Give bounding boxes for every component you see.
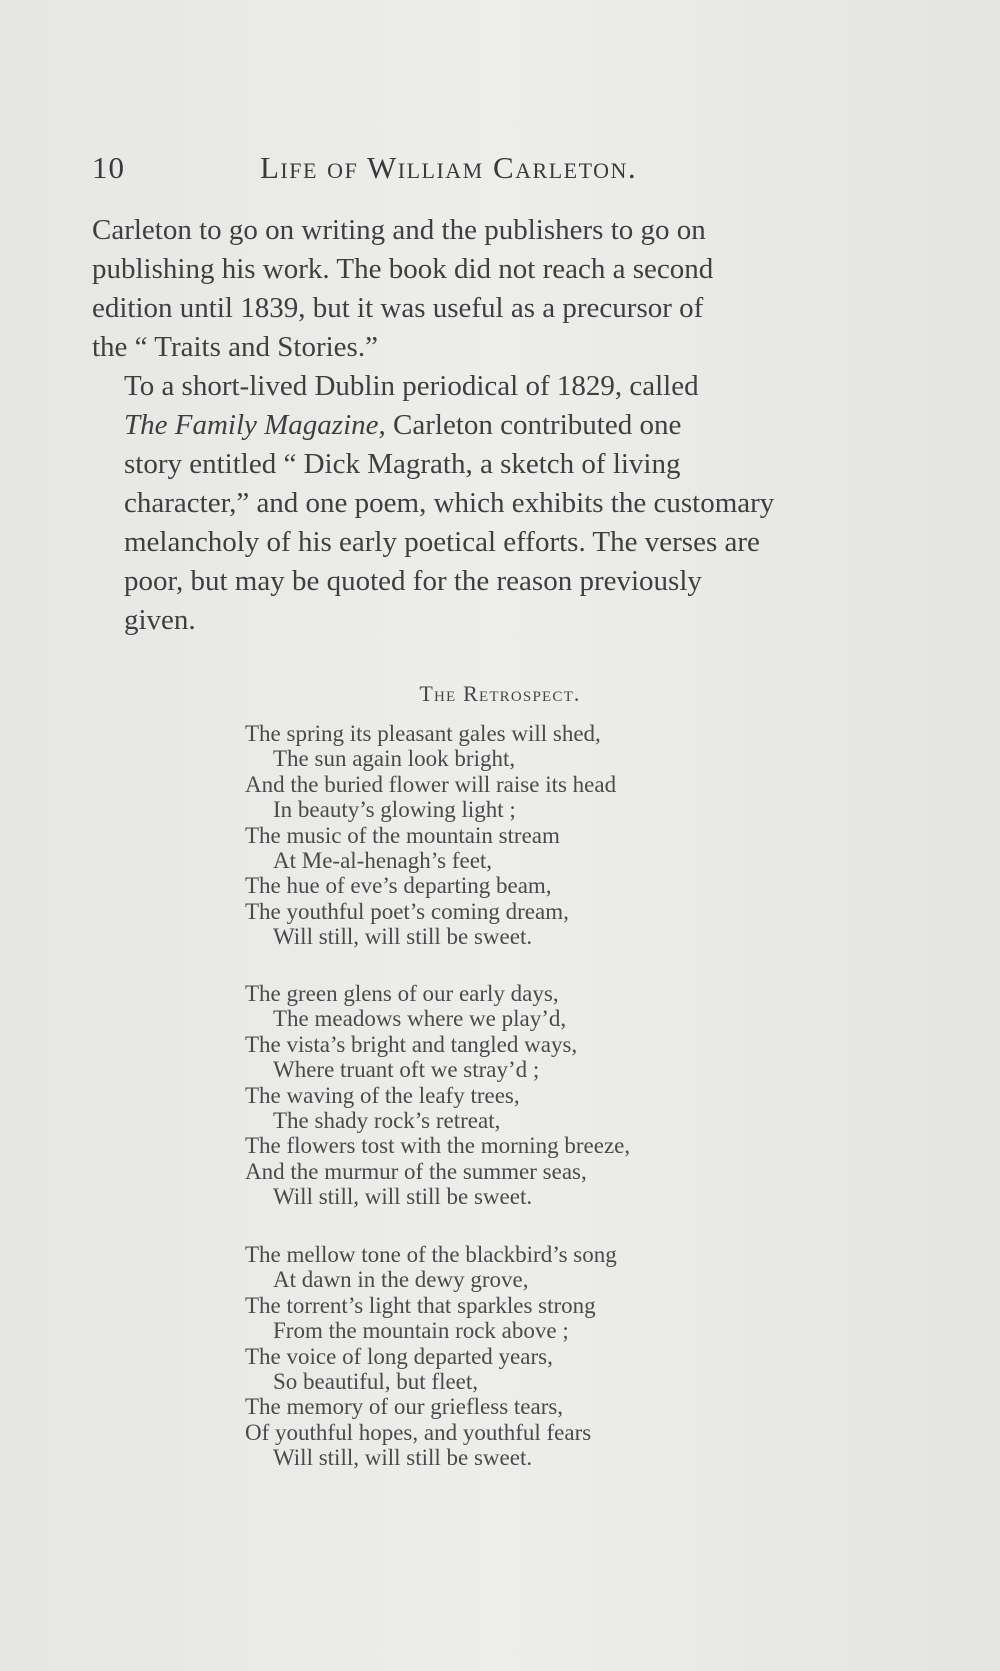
text-line: story entitled “ Dick Magrath, a sketch of living [124, 448, 681, 480]
verse-line: The youthful poet’s coming dream, [245, 898, 569, 924]
verse-line: Will still, will still be sweet. [273, 924, 533, 950]
verse-line: And the murmur of the summer seas, [245, 1158, 587, 1184]
verse-line: Where truant oft we stray’d ; [273, 1057, 540, 1083]
paragraph [92, 211, 874, 367]
text-line: Carleton to go on writing and the publishers to go on [92, 214, 706, 246]
poem-stanza [245, 721, 765, 950]
verse-line: At dawn in the dewy grove, [273, 1267, 529, 1293]
verse-line: Of youthful hopes, and youthful fears [245, 1419, 592, 1445]
text-line: edition until 1839, but it was useful as a precursor of [92, 292, 704, 324]
poem-stanza [245, 981, 765, 1210]
body-text [92, 211, 874, 640]
text-line: the “ Traits and Stories.” [92, 331, 378, 363]
text-line [92, 406, 874, 445]
verse-line: The mellow tone of the blackbird’s song [245, 1242, 617, 1267]
verse-line: The green glens of our early days, [245, 981, 559, 1006]
running-head: Life of William Carleton. [260, 150, 638, 185]
text-line: To a short-lived Dublin periodical of 1829, called [124, 370, 699, 402]
text-line: character,” and one poem, which exhibits the customary [124, 487, 775, 519]
verse-line: So beautiful, but fleet, [273, 1369, 479, 1395]
verse-line: The flowers tost with the morning breeze, [245, 1133, 631, 1159]
paragraph [92, 367, 874, 640]
page-number: 10 [92, 150, 125, 185]
verse-line: And the buried flower will raise its head [245, 771, 617, 797]
verse-line: The meadows where we play’d, [273, 1006, 567, 1032]
text-line: poor, but may be quoted for the reason previously [124, 565, 702, 597]
verse-line: The waving of the leafy trees, [245, 1082, 520, 1108]
verse-line: The hue of eve’s departing beam, [245, 873, 552, 899]
verse-line: The sun again look bright, [273, 746, 516, 772]
page-header [92, 150, 712, 194]
verse-line: The spring its pleasant gales will shed, [245, 721, 601, 746]
verse-line: The vista’s bright and tangled ways, [245, 1031, 578, 1057]
text-line: publishing his work. The book did not reach a second [92, 253, 714, 285]
text-line: melancholy of his early poetical efforts. The verses are [124, 526, 760, 558]
verse-line: In beauty’s glowing light ; [273, 797, 516, 823]
verse-line: The music of the mountain stream [245, 822, 560, 848]
text-fragment: Carleton contributed one [385, 409, 682, 441]
poem-stanza [245, 1242, 765, 1471]
poem-title: The Retrospect. [419, 681, 581, 706]
verse-line: Will still, will still be sweet. [273, 1445, 533, 1471]
verse-line: The torrent’s light that sparkles strong [245, 1292, 596, 1318]
verse-line: The memory of our griefless tears, [245, 1394, 564, 1420]
verse-line: At Me-al-henagh’s feet, [273, 848, 493, 874]
verse-line: The voice of long departed years, [245, 1343, 553, 1369]
verse-line: From the mountain rock above ; [273, 1318, 569, 1344]
text-line: given. [124, 604, 196, 636]
verse-line: Will still, will still be sweet. [273, 1184, 533, 1210]
verse-line: The shady rock’s retreat, [273, 1108, 501, 1134]
magazine-title: The Family Magazine, [124, 409, 386, 441]
